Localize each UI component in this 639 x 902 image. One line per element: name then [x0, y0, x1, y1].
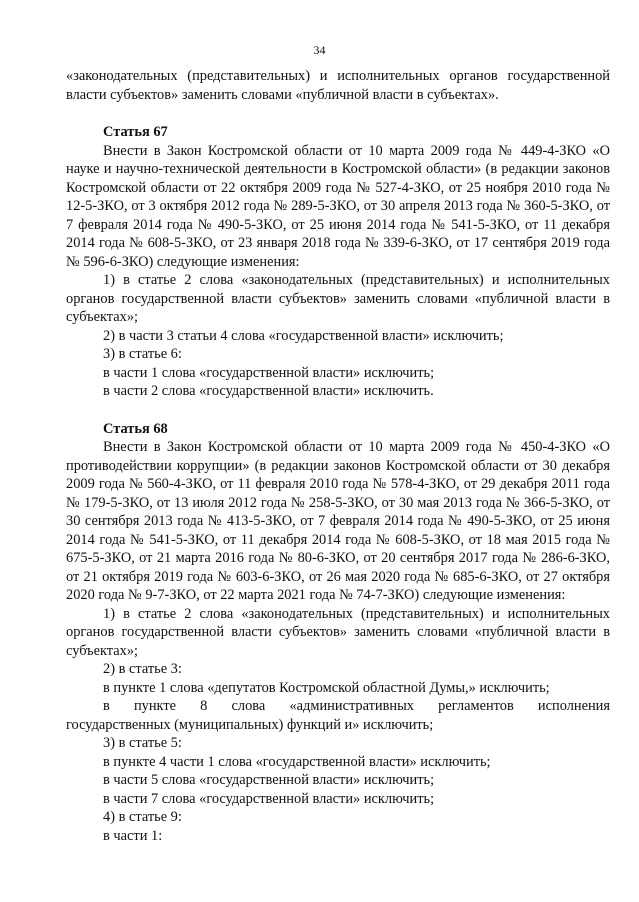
article-68-item-7: в части 5 слова «государственной власти» исключить; [103, 772, 435, 788]
article-67-item-3: 3) в статье 6: [103, 346, 182, 362]
article-68-item-4-continuation: государственных (муниципальных) функций и» исключить; [66, 716, 434, 733]
article-68-item-2: 2) в статье 3: [103, 661, 182, 677]
article-68-item-4: в пункте 8 слова «административных регламентов исполнения [103, 698, 610, 714]
article-68-item-10: в части 1: [103, 827, 163, 844]
document-body [66, 67, 610, 845]
article-67-item-1: 1) в статье 2 слова «законодательных (представительных) и исполнительных органов государственной власти субъектов» заменить словами «публичной власти в субъектах»; [66, 272, 610, 325]
article-67-title: Статья 67 [103, 124, 168, 140]
article-68-item-1: 1) в статье 2 слова «законодательных (представительных) и исполнительных органов государственной власти субъектов» заменить словами «публичной власти в субъектах»; [66, 605, 610, 659]
article-68-title: Статья 68 [103, 420, 168, 437]
intro-paragraph: «законодательных (представительных) и исполнительных органов государственной власти субъектов» заменить словами «публичной власти в субъектах». [66, 68, 610, 103]
article-68-item-5: 3) в статье 5: [103, 735, 182, 751]
article-68-lead: Внести в Закон Костромской области от 10 марта 2009 года № 450-4-ЗКО «О противодействии коррупции» (в редакции законов Костромской области от 30 декабря 2009 года № 560-4-ЗКО, от 11 февраля 2010 года № 578-4-ЗКО, от 29 декабря 2011 года № 179-5-ЗКО, от 13 июля 2012 года № 258-5-ЗКО, от 30 мая 2013 года № 366-5-ЗКО, от 30 сентября 2013 года № 413-5-ЗКО, от 7 февраля 2014 года № 490-5-ЗКО, от 25 июня 2014 года № 541-5-ЗКО, от 11 декабря 2014 года № 608-5-ЗКО, от 18 мая 2015 года № 675-5-ЗКО, от 21 марта 2016 года № 80-6-ЗКО, от 20 сентября 2017 года № 286-6-ЗКО, от 21 октября 2019 года № 603-6-ЗКО, от 26 мая 2020 года № 685-6-ЗКО, от 27 октября 2020 года № 9-7-ЗКО, от 22 марта 2021 года № 74-7-ЗКО) следующие изменения: [66, 439, 610, 603]
article-68-item-6: в пункте 4 части 1 слова «государственной власти» исключить; [103, 753, 491, 770]
article-67-item-4: в части 1 слова «государственной власти» исключить; [103, 364, 435, 381]
article-67-item-2: 2) в части 3 статьи 4 слова «государственной власти» исключить; [103, 327, 504, 344]
article-68 [66, 420, 610, 846]
article-67-item-5: в части 2 слова «государственной власти» исключить. [103, 383, 434, 399]
article-68-item-9: 4) в статье 9: [103, 809, 182, 825]
article-68-item-3: в пункте 1 слова «депутатов Костромской областной Думы,» исключить; [103, 679, 550, 696]
article-68-item-8: в части 7 слова «государственной власти» исключить; [103, 790, 435, 807]
page-number: 34 [313, 43, 326, 57]
article-67 [66, 123, 610, 401]
article-67-lead: Внести в Закон Костромской области от 10 марта 2009 года № 449-4-ЗКО «О науке и научно-технической деятельности в Костромской области» (в редакции законов Костромской области от 22 октября 2009 года № 527-4-ЗКО, от 25 ноября 2010 года № 12-5-ЗКО, от 3 октября 2012 года № 289-5-ЗКО, от 30 апреля 2013 года № 360-5-ЗКО, от 7 февраля 2014 года № 490-5-ЗКО, от 25 июня 2014 года № 541-5-ЗКО, от 11 декабря 2014 года № 608-5-ЗКО, от 23 января 2018 года № 339-6-ЗКО, от 17 сентября 2019 года № 596-6-ЗКО) следующие изменения: [66, 142, 610, 270]
